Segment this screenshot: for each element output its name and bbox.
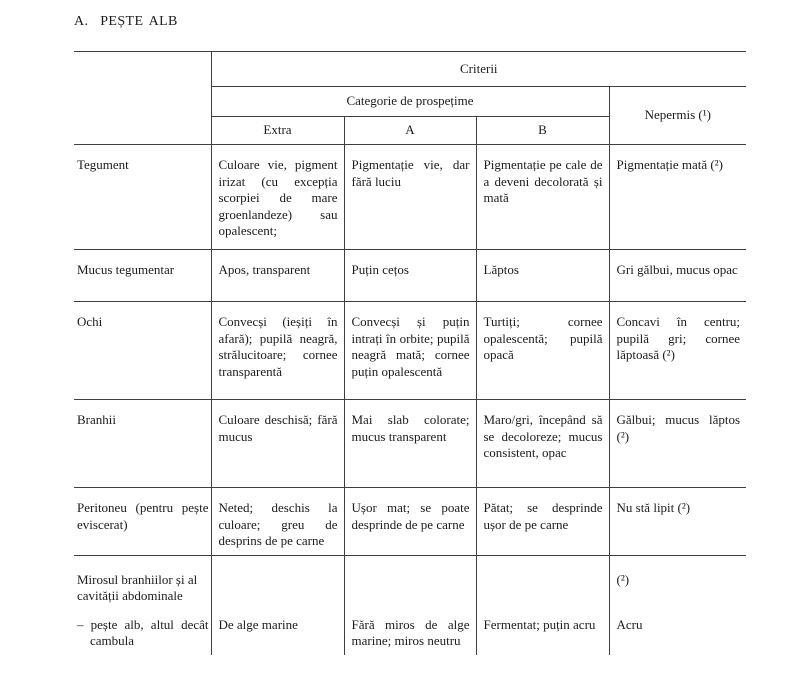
cell-a: Convecși și puțin intrați în orbite; pupilă neagră mată; cornee puțin opalescentă: [344, 302, 476, 400]
table-row-peritoneu: [74, 488, 746, 556]
row-label: Peritoneu (pentru pește eviscerat): [74, 488, 211, 556]
row-label-subitem: – pește alb, altul decât cambula: [77, 616, 209, 648]
section-title: A. PEȘTE ALB: [74, 14, 178, 29]
header-categorie: Categorie de prospețime: [211, 87, 609, 117]
cell-extra: [211, 555, 344, 655]
cell-nepermis-text: Acru: [616, 616, 643, 632]
cell-a: Ușor mat; se poate desprinde de pe carne: [344, 488, 476, 556]
cell-spacer: [219, 572, 338, 617]
cell-extra: Culoare vie, pigment irizat (cu excepția scorpiei de mare groenlandeze) sau opalescent;: [211, 145, 344, 250]
header-row-criterii: [74, 52, 746, 87]
cell-b: Pătat; se desprinde ușor de pe carne: [476, 488, 609, 556]
cell-extra: Neted; deschis la culoare; greu de desprins de pe carne: [211, 488, 344, 556]
table-row-mucus: [74, 250, 746, 302]
cell-spacer: [352, 572, 470, 617]
row-label: Tegument: [74, 145, 211, 250]
cell-nepermis: Gri gălbui, mucus opac: [609, 250, 746, 302]
header-b: B: [476, 117, 609, 145]
cell-b-text: Fermentat; puțin acru: [483, 616, 596, 632]
cell-a: Mai slab colorate; mucus transparent: [344, 400, 476, 488]
table-corner-cell: [74, 52, 211, 145]
cell-a: Puțin cețos: [344, 250, 476, 302]
cell-b: Lăptos: [476, 250, 609, 302]
cell-nepermis: Concavi în centru; pupilă gri; cornee lăptoasă (²): [609, 302, 746, 400]
cell-nepermis: Pigmentație mată (²): [609, 145, 746, 250]
row-label-main: Mirosul branhiilor și al cavității abdominale: [77, 571, 198, 603]
cell-extra-text: De alge marine: [218, 616, 298, 632]
cell-extra: Culoare deschisă; fără mucus: [211, 400, 344, 488]
footnote-mark: (²): [616, 571, 630, 587]
cell-b: Pigmentație pe cale de a deveni decolorată și mată: [476, 145, 609, 250]
table-row-ochi: [74, 302, 746, 400]
cell-nepermis: [609, 555, 746, 655]
cell-extra: Apos, transparent: [211, 250, 344, 302]
cell-extra: Convecși (ieșiți în afară); pupilă neagră, strălucitoare; cornee transparentă: [211, 302, 344, 400]
table-row-branhii: [74, 400, 746, 488]
cell-nepermis: Nu stă lipit (²): [609, 488, 746, 556]
cell-a: Pigmentație vie, dar fără luciu: [344, 145, 476, 250]
header-extra: Extra: [211, 117, 344, 145]
cell-spacer: [484, 572, 603, 617]
cell-b: Maro/gri, începând să se decoloreze; mucus consistent, opac: [476, 400, 609, 488]
table-row-tegument: [74, 145, 746, 250]
row-label: Branhii: [74, 400, 211, 488]
header-criterii: Criterii: [211, 52, 746, 87]
cell-b: Turtiți; cornee opalescentă; pupilă opacă: [476, 302, 609, 400]
row-label: Ochi: [74, 302, 211, 400]
cell-a: [344, 555, 476, 655]
freshness-criteria-table: [74, 51, 746, 655]
row-label: [74, 555, 211, 655]
cell-a-text: Fără miros de alge marine; miros neutru: [351, 616, 470, 648]
header-nepermis: Nepermis (¹): [609, 87, 746, 145]
cell-b: [476, 555, 609, 655]
cell-nepermis: Gălbui; mucus lăptos (²): [609, 400, 746, 488]
table-row-miros: [74, 555, 746, 655]
row-label: Mucus tegumentar: [74, 250, 211, 302]
header-a: A: [344, 117, 476, 145]
